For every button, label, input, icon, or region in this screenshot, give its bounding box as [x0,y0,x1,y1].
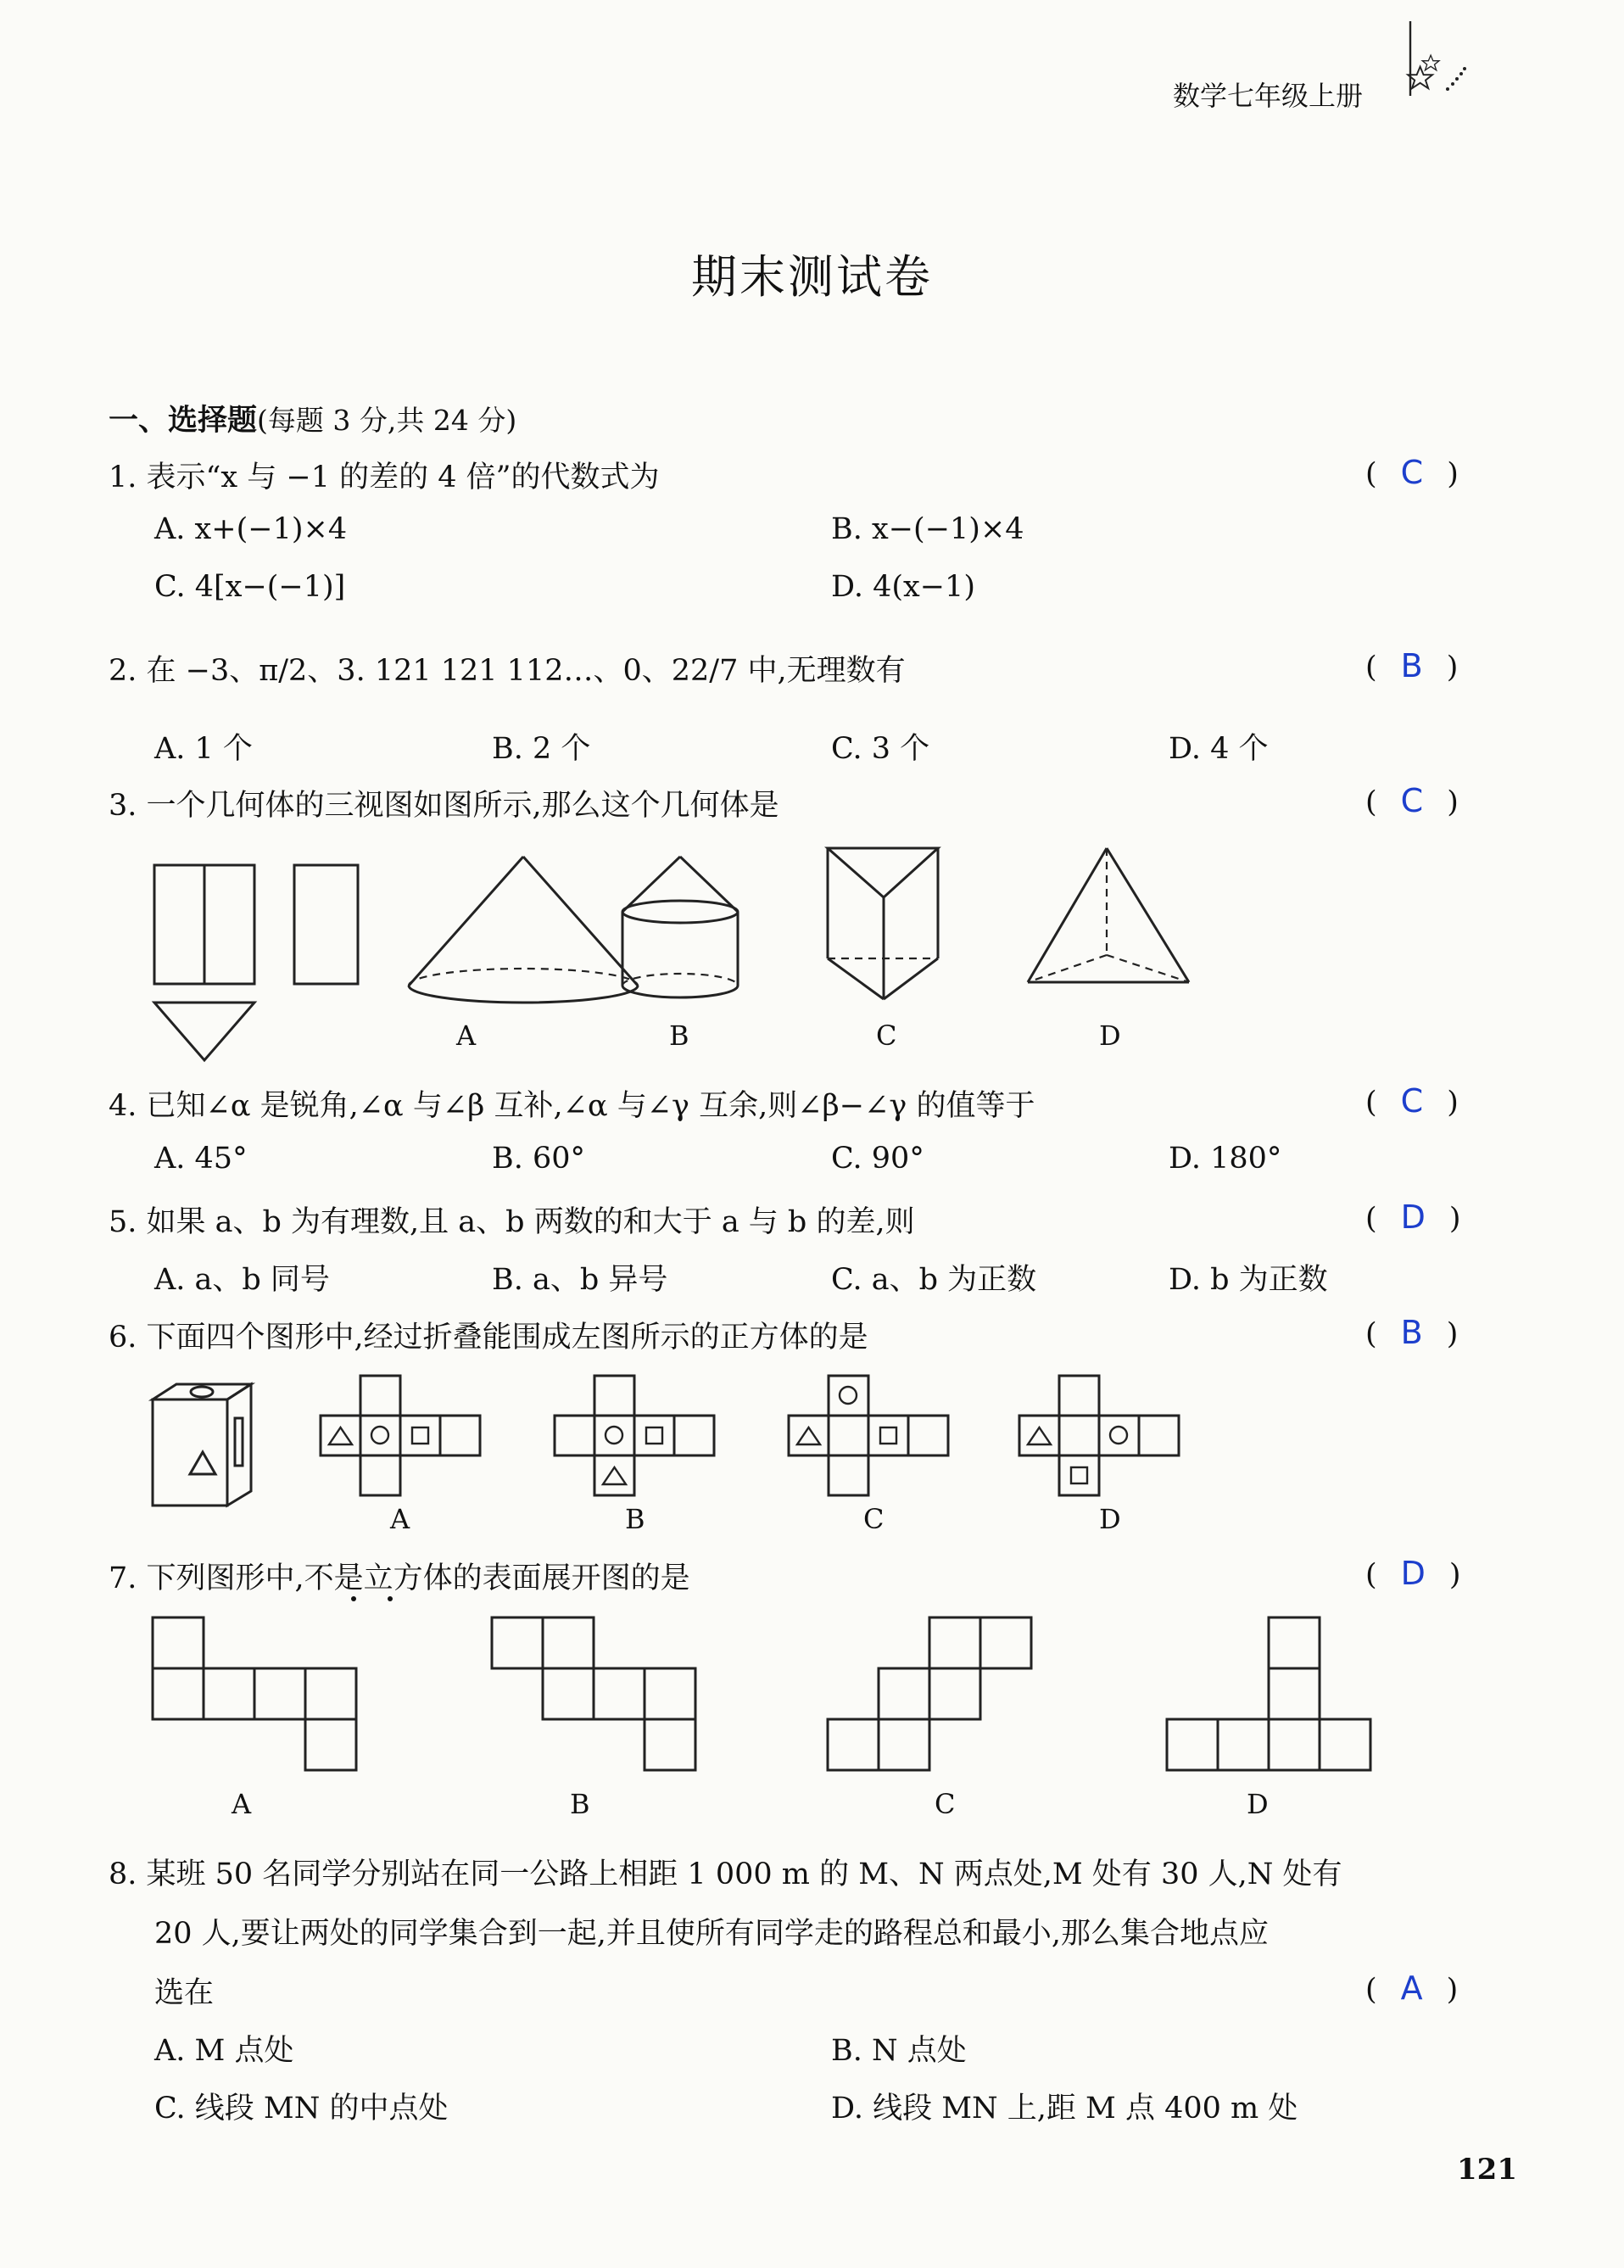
question-8-option-d: D. 线段 MN 上,距 M 点 400 m 处 [831,2092,1298,2126]
question-5-option-d: D. b 为正数 [1169,1263,1328,1297]
question-2-option-a: A. 1 个 [154,732,253,766]
question-5-answer: ( D ) [1365,1198,1461,1236]
q7-figure-label-c: C [935,1788,956,1820]
q6-figure-label-b: B [625,1503,645,1535]
question-4-option-c: C. 90° [831,1142,924,1176]
question-5-option-c: C. a、b 为正数 [831,1263,1037,1297]
q3-figure-label-a: A [456,1019,477,1052]
question-2-option-b: B. 2 个 [492,732,591,766]
net-option-d [1019,1376,1179,1495]
question-5-option-a: A. a、b 同号 [154,1263,330,1297]
q6-figure-label-a: A [390,1503,410,1535]
question-6-answer: ( B ) [1365,1314,1459,1351]
option-b-cone-cylinder [622,857,738,997]
question-1-option-d: D. 4(x−1) [831,570,975,604]
question-8-answer: ( A ) [1365,1969,1459,2007]
unfolding-nets-figure [151,1616,1389,1768]
emphasis-dot [388,1596,393,1601]
option-c-prism [828,848,938,999]
page-title: 期末测试卷 [691,250,933,304]
answer-letter: D [1400,1555,1426,1592]
question-8-option-b: B. N 点处 [831,2034,967,2068]
q6-figure-label-c: C [863,1503,885,1535]
section-note: (每题 3 分,共 24 分) [257,404,517,437]
section-name: 一、选择题 [109,403,258,438]
emphasis-dot [351,1596,356,1601]
page-number: 121 [1457,2153,1517,2187]
question-1-answer: ( C ) [1365,454,1459,491]
net-option-c [789,1376,948,1495]
net-option-b [555,1376,714,1495]
answer-letter: C [1400,782,1424,819]
answer-letter: B [1400,647,1423,684]
answer-letter: A [1400,1969,1423,2007]
unfold-option-d [1167,1617,1370,1770]
unfold-option-a [153,1617,356,1770]
option-a-cone [409,857,638,1003]
net-option-a [321,1376,480,1495]
cube-nets-figure [151,1374,1203,1514]
answer-letter: C [1400,454,1424,491]
question-2-answer: ( B ) [1365,647,1459,684]
question-8-stem-line-1: 8. 某班 50 名同学分别站在同一公路上相距 1 000 m 的 M、N 两点处,M 处有 30 人,N 处有 [109,1857,1342,1891]
running-header: 数学七年级上册 [1173,80,1364,112]
question-5-stem: 5. 如果 a、b 为有理数,且 a、b 两数的和大于 a 与 b 的差,则 [109,1205,915,1239]
question-5-option-b: B. a、b 异号 [492,1263,668,1297]
unfold-option-c [828,1617,1031,1770]
star-decoration-icon [1404,21,1480,115]
question-2-option-c: C. 3 个 [831,732,930,766]
question-1-stem: 1. 表示“x 与 −1 的差的 4 倍”的代数式为 [109,461,660,494]
q7-figure-label-d: D [1247,1788,1269,1820]
question-4-option-b: B. 60° [492,1142,586,1176]
question-2-stem: 2. 在 −3、π/2、3. 121 121 112…、0、22/7 中,无理数有 [109,654,906,688]
q7-figure-label-b: B [570,1788,590,1820]
q3-figure-label-c: C [876,1019,897,1052]
option-d-pyramid [1028,848,1189,982]
question-3-answer: ( C ) [1365,782,1459,819]
section-heading [109,397,516,439]
q3-figure-label-b: B [669,1019,689,1052]
question-6-stem: 6. 下面四个图形中,经过折叠能围成左图所示的正方体的是 [109,1321,868,1355]
question-8-stem-line-3: 选在 [154,1976,215,2010]
q7-figure-label-a: A [232,1788,252,1820]
question-7-stem: 7. 下列图形中,不是立方体的表面展开图的是 [109,1561,690,1595]
question-4-stem: 4. 已知∠α 是锐角,∠α 与∠β 互补,∠α 与∠γ 互余,则∠β−∠γ 的值等于 [109,1089,1035,1123]
answer-letter: D [1400,1198,1426,1236]
question-2-option-d: D. 4 个 [1169,732,1269,766]
reference-cube [153,1384,251,1505]
question-8-option-a: A. M 点处 [154,2034,294,2068]
question-4-answer: ( C ) [1365,1082,1459,1120]
question-4-option-d: D. 180° [1169,1142,1282,1176]
answer-letter: B [1400,1314,1423,1351]
question-4-option-a: A. 45° [154,1142,248,1176]
question-8-stem-line-2: 20 人,要让两处的同学集合到一起,并且使所有同学走的路程总和最小,那么集合地点应 [154,1917,1270,1951]
question-7-answer: ( D ) [1365,1555,1461,1592]
q3-figure-label-d: D [1099,1019,1121,1052]
question-8-option-c: C. 线段 MN 的中点处 [154,2092,449,2126]
question-3-stem: 3. 一个几何体的三视图如图所示,那么这个几何体是 [109,789,779,823]
question-1-option-b: B. x−(−1)×4 [831,512,1024,546]
unfold-option-b [492,1617,695,1770]
question-1-option-a: A. x+(−1)×4 [154,512,348,546]
q6-figure-label-d: D [1099,1503,1121,1535]
answer-letter: C [1400,1082,1424,1120]
question-1-option-c: C. 4[x−(−1)] [154,570,346,604]
